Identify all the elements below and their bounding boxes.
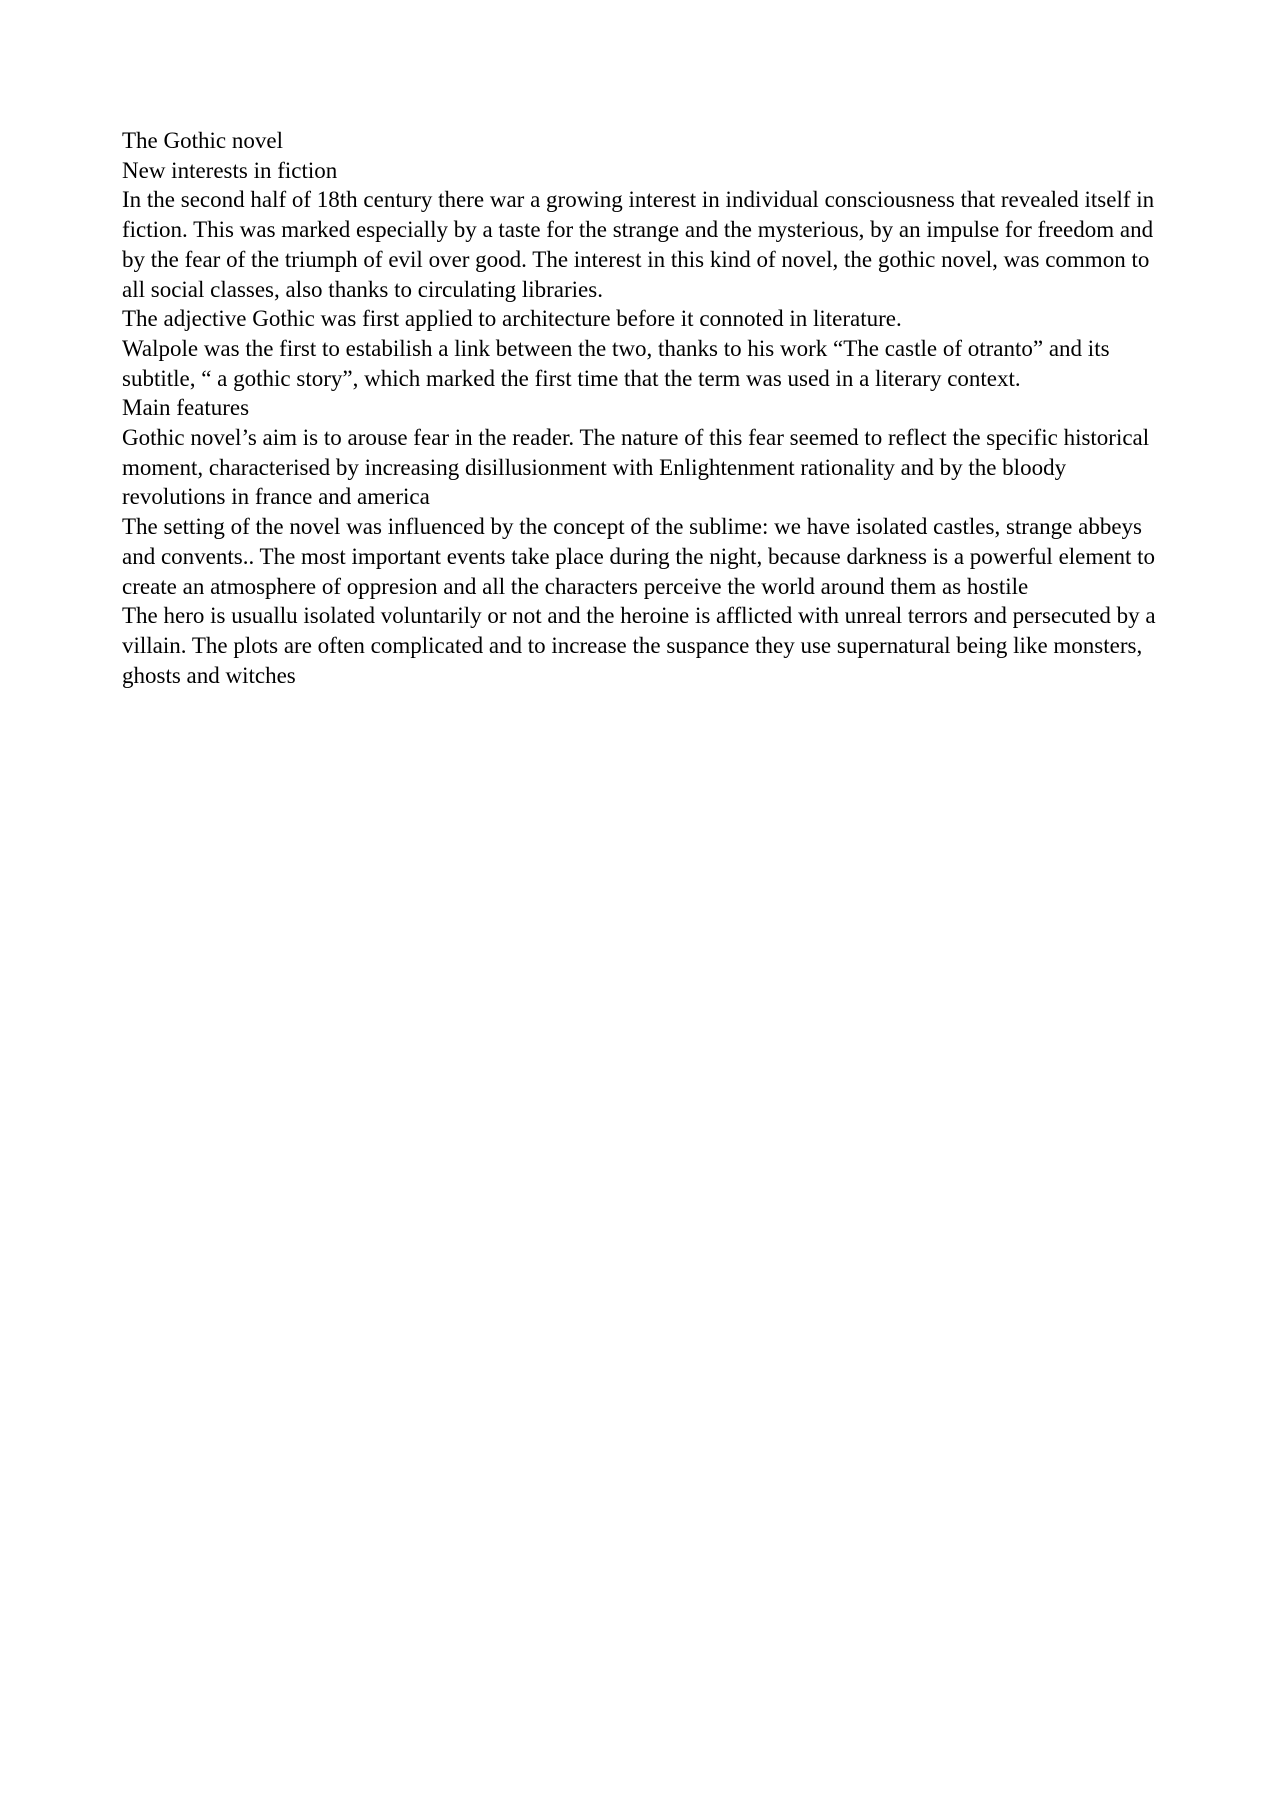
paragraph-walpole: Walpole was the first to estabilish a link between the two, thanks to his work “The castle of otranto” and its subtitle, “ a gothic story”, which marked the first time that the term was used in a literary context. bbox=[122, 335, 1110, 391]
paragraph-adjective-gothic: The adjective Gothic was first applied to architecture before it connoted in literature. bbox=[122, 306, 902, 332]
section-heading-main-features: Main features bbox=[122, 395, 250, 421]
paragraph-consciousness: In the second half of 18th century there war a growing interest in individual consciousness that revealed itself in fiction. This was marked especially by a taste for the strange and the mysterious, by an impulse for freedom and by the fear of the triumph of evil over good. The interest in this kind of novel, the gothic novel, was common to all social classes, also thanks to circulating libraries. bbox=[122, 187, 1155, 302]
paragraph-fear: Gothic novel’s aim is to arouse fear in the reader. The nature of this fear seemed to reflect the specific historical moment, characterised by increasing disillusionment with Enlightenment rationality and by the bloody revolutions in france and america bbox=[122, 425, 1150, 510]
document-title: The Gothic novel bbox=[122, 128, 283, 153]
paragraph-setting: The setting of the novel was influenced by the concept of the sublime: we have isolated castles, strange abbeys and convents.. The most important events take place during the night, because darkness is a powerful element to create an atmosphere of oppresion and all the characters perceive the world around them as hostile bbox=[122, 514, 1156, 599]
paragraph-hero: The hero is usuallu isolated voluntarily or not and the heroine is afflicted with unreal terrors and persecuted by a villain. The plots are often complicated and to increase the suspance they use supernatural being like monsters, ghosts and witches bbox=[122, 603, 1156, 688]
section-heading-new-interests: New interests in fiction bbox=[122, 157, 338, 183]
document-body bbox=[122, 126, 1162, 690]
